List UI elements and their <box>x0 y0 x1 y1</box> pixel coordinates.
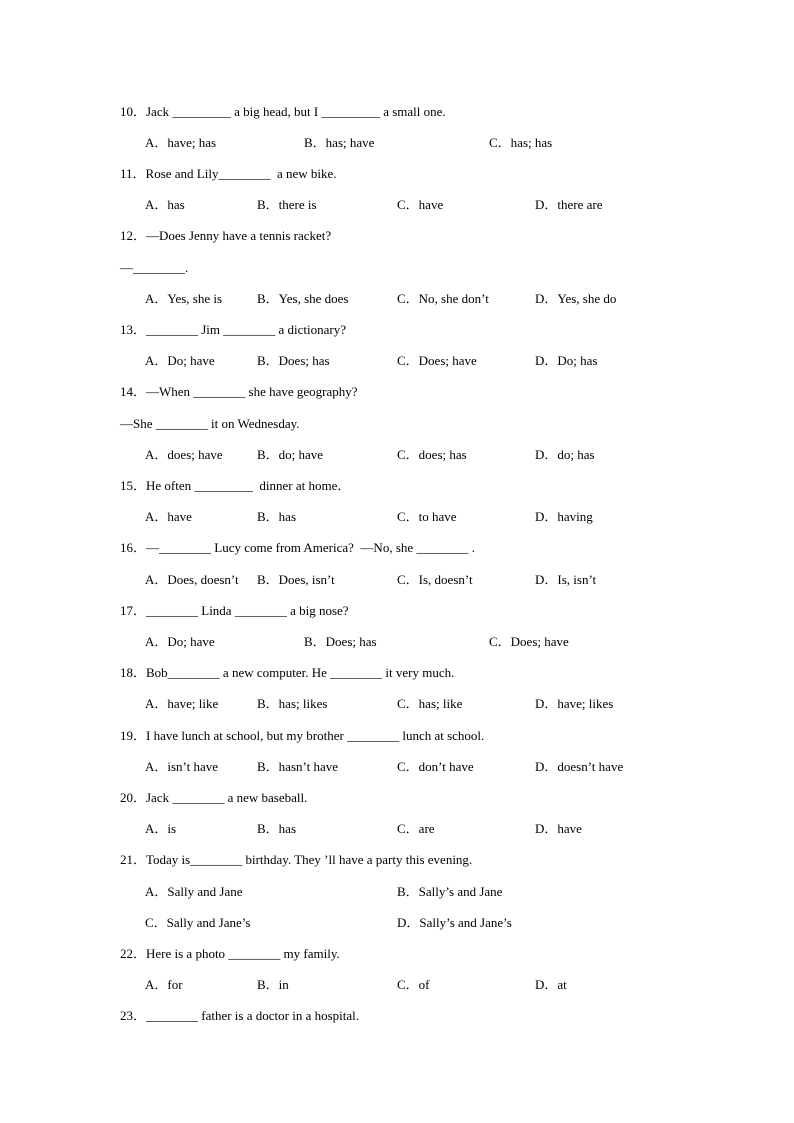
option-a: A．for <box>145 977 183 992</box>
option-d: D．at <box>535 977 567 992</box>
option-c: C．Sally and Jane’s <box>145 915 251 930</box>
question-19: 19．I have lunch at school, but my brother ________ lunch at school. <box>120 728 485 743</box>
option-b: B．Does, isn’t <box>257 572 335 587</box>
option-a: A．Do; have <box>145 353 215 368</box>
question-20: 20．Jack ________ a new baseball. <box>120 790 308 805</box>
question-13: 13．________ Jim ________ a dictionary? <box>120 322 347 337</box>
question-21: 21．Today is________ birthday. They ’ll have a party this evening. <box>120 852 473 867</box>
question-14: 14．—When ________ she have geography? <box>120 384 358 399</box>
option-c: C．No, she don’t <box>397 291 489 306</box>
option-a: A．Sally and Jane <box>145 884 243 899</box>
option-a: A．has <box>145 197 185 212</box>
option-a: A．Yes, she is <box>145 291 223 306</box>
question-12: 12．—Does Jenny have a tennis racket? <box>120 228 332 243</box>
option-a: A．have; has <box>145 135 217 150</box>
question-11: 11．Rose and Lily________ a new bike. <box>120 166 337 181</box>
option-b: B．do; have <box>257 447 324 462</box>
option-b: B．has; likes <box>257 696 328 711</box>
option-a: A．Do; have <box>145 634 215 649</box>
option-b: B．Does; has <box>257 353 330 368</box>
question-16: 16．—________ Lucy come from America? —No, she ________ . <box>120 540 475 555</box>
option-c: C．of <box>397 977 430 992</box>
option-d: D．do; has <box>535 447 595 462</box>
option-d: D．doesn’t have <box>535 759 624 774</box>
question-17: 17．________ Linda ________ a big nose? <box>120 603 349 618</box>
option-c: C．Does; have <box>397 353 477 368</box>
option-d: D．Sally’s and Jane’s <box>397 915 512 930</box>
option-d: D．have <box>535 821 582 836</box>
option-a: A．isn’t have <box>145 759 219 774</box>
option-c: C．has; has <box>489 135 553 150</box>
question-12-reply: —________. <box>120 260 189 275</box>
option-c: C．are <box>397 821 435 836</box>
option-b: B．has; have <box>304 135 375 150</box>
option-a: A．have <box>145 509 192 524</box>
option-c: C．does; has <box>397 447 467 462</box>
option-b: B．hasn’t have <box>257 759 338 774</box>
question-23: 23．________ father is a doctor in a hospital. <box>120 1008 360 1023</box>
option-c: C．to have <box>397 509 457 524</box>
option-a: A．have; like <box>145 696 219 711</box>
option-c: C．have <box>397 197 444 212</box>
option-d: D．Do; has <box>535 353 598 368</box>
option-a: A．Does, doesn’t <box>145 572 239 587</box>
option-d: D．Yes, she do <box>535 291 617 306</box>
question-15: 15．He often _________ dinner at home． <box>120 478 351 493</box>
question-22: 22．Here is a photo ________ my family. <box>120 946 340 961</box>
option-b: B．there is <box>257 197 317 212</box>
option-b: B．has <box>257 821 297 836</box>
option-b: B．has <box>257 509 297 524</box>
option-a: A．does; have <box>145 447 223 462</box>
option-c: C．don’t have <box>397 759 474 774</box>
option-d: D．there are <box>535 197 603 212</box>
option-c: C．has; like <box>397 696 463 711</box>
option-b: B．in <box>257 977 289 992</box>
option-a: A．is <box>145 821 177 836</box>
option-d: D．having <box>535 509 593 524</box>
option-c: C．Is, doesn’t <box>397 572 473 587</box>
question-18: 18．Bob________ a new computer. He ________ it very much. <box>120 665 455 680</box>
option-b: B．Yes, she does <box>257 291 349 306</box>
option-b: B．Sally’s and Jane <box>397 884 503 899</box>
question-14-reply: —She ________ it on Wednesday. <box>120 416 300 431</box>
option-d: D．Is, isn’t <box>535 572 597 587</box>
option-c: C．Does; have <box>489 634 569 649</box>
option-d: D．have; likes <box>535 696 614 711</box>
option-b: B．Does; has <box>304 634 377 649</box>
question-10: 10．Jack _________ a big head, but I _________ a small one. <box>120 104 446 119</box>
